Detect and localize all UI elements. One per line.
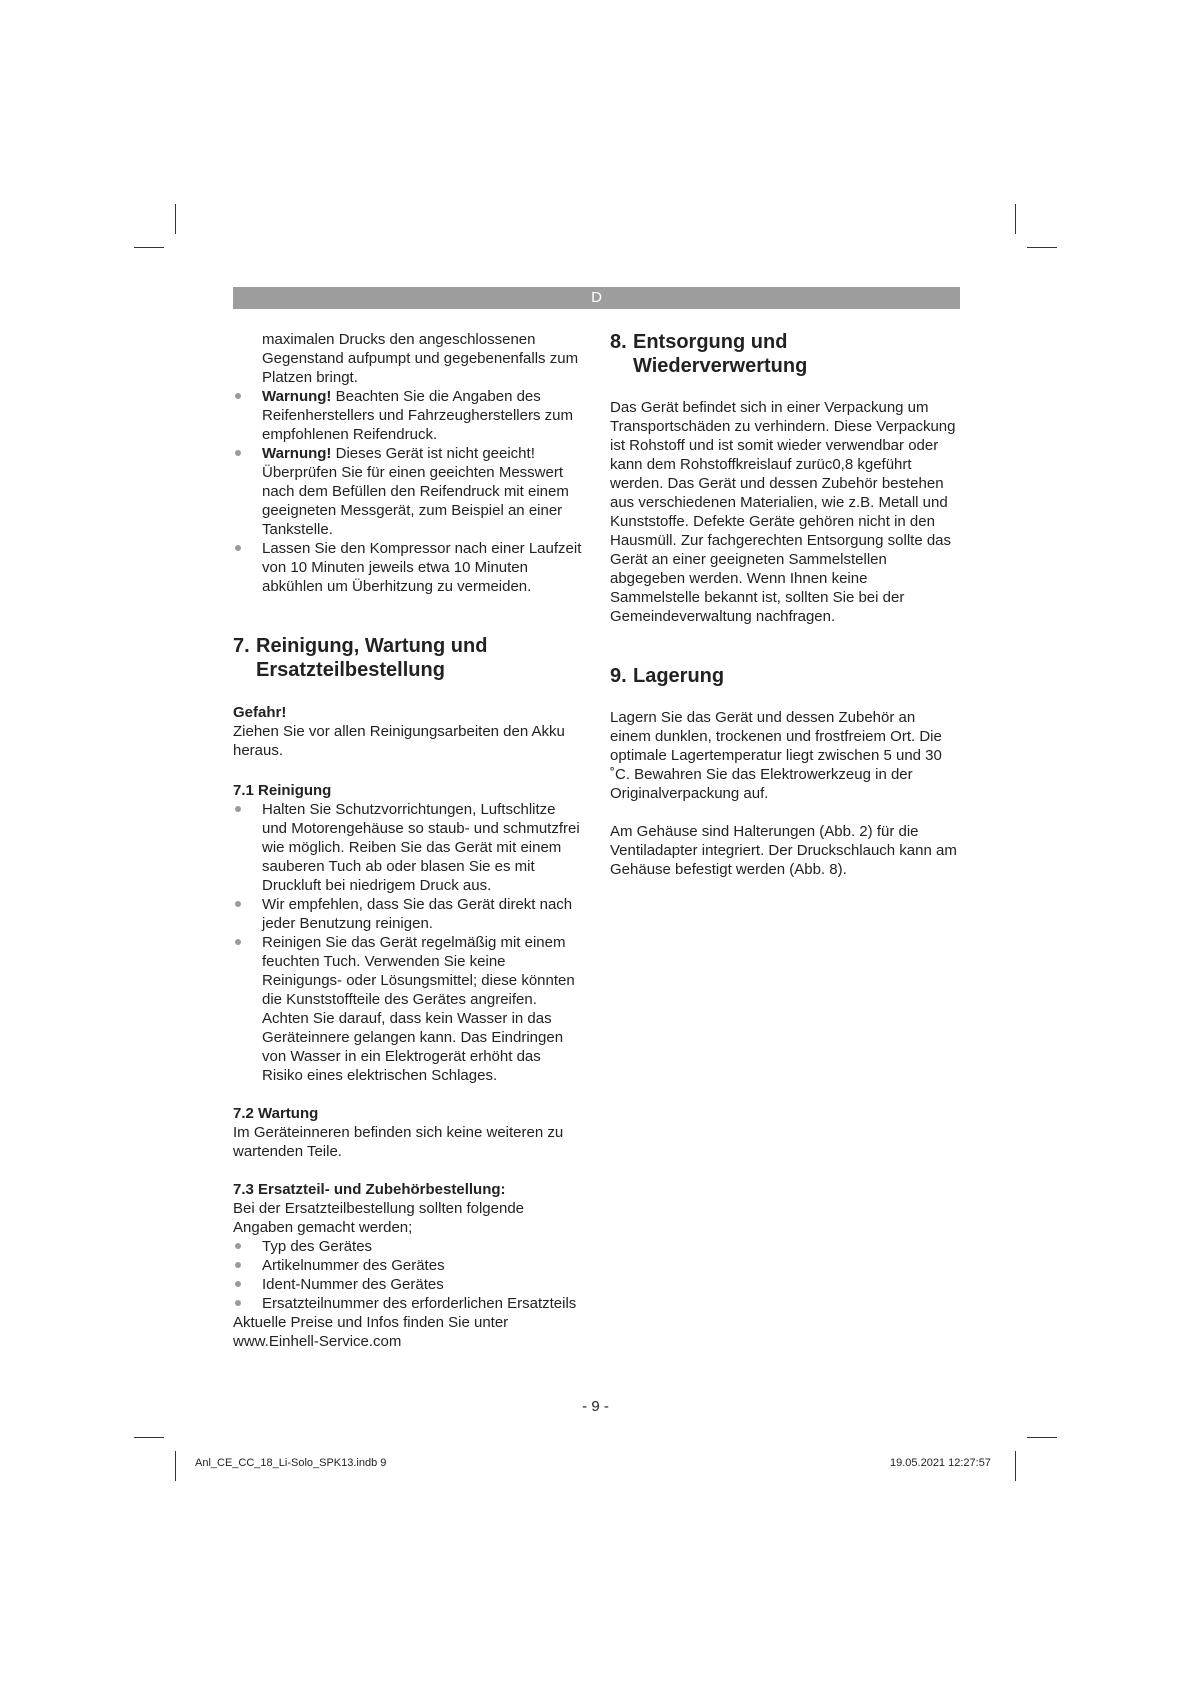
list-item: Ident-Nummer des Gerätes: [233, 1275, 583, 1294]
crop-mark: [1015, 204, 1016, 234]
ordering-bullet-list: [233, 1237, 583, 1313]
warning-label: Warnung!: [262, 388, 332, 405]
list-item: Artikelnummer des Gerätes: [233, 1256, 583, 1275]
section-number: 7.: [233, 635, 250, 657]
danger-text: Ziehen Sie vor allen Reinigungsarbeiten den Akku heraus.: [233, 723, 565, 759]
list-item: Reinigen Sie das Gerät regelmäßig mit einem feuchten Tuch. Verwenden Sie keine Reinigungs- oder Lösungsmittel; diese könnten die Kunststoffteile des Gerätes angreifen. Achten Sie darauf, dass kein Wasser in das Geräteinnere gelangen kann. Das Eindringen von Wasser in ein Elektrogerät erhöht das Risiko eines elektrischen Schlages.: [233, 933, 583, 1085]
list-item: Wir empfehlen, dass Sie das Gerät direkt nach jeder Benutzung reinigen.: [233, 895, 583, 933]
right-column: [610, 330, 960, 879]
subsection-7-3-heading: 7.3 Ersatzteil- und Zubehörbestellung:: [233, 1181, 506, 1198]
section-title-line1: Entsorgung und: [633, 331, 788, 353]
footer-file-name: Anl_CE_CC_18_Li-Solo_SPK13.indb 9: [195, 1457, 387, 1469]
list-item: Typ des Gerätes: [233, 1237, 583, 1256]
section-title-line2: Wiederverwertung: [633, 355, 808, 377]
list-item: Halten Sie Schutzvorrichtungen, Luftschlitze und Motorengehäuse so staub- und schmutzfrei wie möglich. Reiben Sie das Gerät mit einem sauberen Tuch ab oder blasen Sie es mit Druckluft bei niedrigem Druck aus.: [233, 800, 583, 895]
subsection-7-1-heading: 7.1 Reinigung: [233, 782, 332, 799]
ordering-outro: Aktuelle Preise und Infos finden Sie unter www.Einhell-Service.com: [233, 1314, 509, 1350]
crop-mark: [175, 1451, 176, 1481]
section-number: 9.: [610, 665, 627, 687]
page-number: - 9 -: [582, 1398, 609, 1415]
list-item: [233, 444, 583, 539]
crop-mark: [134, 247, 164, 248]
crop-mark: [1015, 1451, 1016, 1481]
storage-holder-text: Am Gehäuse sind Halterungen (Abb. 2) für die Ventiladapter integriert. Der Druckschlauch kann am Gehäuse befestigt werden (Abb. 8).: [610, 823, 957, 878]
section-title-line2: Ersatzteilbestellung: [256, 659, 445, 681]
section-title-line1: Reinigung, Wartung und: [256, 635, 488, 657]
storage-text: Lagern Sie das Gerät und dessen Zubehör an einem dunklen, trockenen und frostfreiem Ort. Die optimale Lagertemperatur liegt zwischen 5 und 30 ˚C. Bewahren Sie das Elektrowerkzeug in der Originalverpackung auf.: [610, 709, 942, 802]
safety-bullet-list: [233, 387, 583, 596]
crop-mark: [175, 204, 176, 234]
footer-datetime: 19.05.2021 12:27:57: [890, 1457, 991, 1469]
warning-label: Warnung!: [262, 445, 332, 462]
left-column: [233, 330, 583, 1351]
list-item-text: Dieses Gerät ist nicht geeicht! Überprüfen Sie für einen geeichten Messwert nach dem Befüllen den Reifendruck mit einem geeigneten Messgerät, zum Beispiel an einer Tankstelle.: [262, 445, 569, 538]
danger-label: Gefahr!: [233, 704, 287, 721]
list-item: Ersatzteilnummer des erforderlichen Ersatzteils: [233, 1294, 583, 1313]
ordering-intro: Bei der Ersatzteilbestellung sollten folgende Angaben gemacht werden;: [233, 1200, 525, 1236]
continued-bullet-text: maximalen Drucks den angeschlossenen Gegenstand aufpumpt und gegebenenfalls zum Platzen bringt.: [262, 331, 579, 386]
section-7-heading: [233, 634, 583, 682]
cleaning-bullet-list: [233, 800, 583, 1085]
disposal-text: Das Gerät befindet sich in einer Verpackung um Transportschäden zu verhindern. Diese Verpackung ist Rohstoff und ist somit wieder verwendbar oder kann dem Rohstoffkreislauf zurüc0,8 kgeführt werden. Das Gerät und dessen Zubehör bestehen aus verschiedenen Materialien, wie z.B. Metall und Kunststoffe. Defekte Geräte gehören nicht in den Hausmüll. Zur fachgerechten Entsorgung sollte das Gerät an einer geeigneten Sammelstellen abgegeben werden. Wenn Ihnen keine Sammelstelle bekannt ist, sollten Sie bei der Gemeindeverwaltung nachfragen.: [610, 399, 956, 625]
section-number: 8.: [610, 331, 627, 353]
list-item-text: Lassen Sie den Kompressor nach einer Laufzeit von 10 Minuten jeweils etwa 10 Minuten abkühlen um Überhitzung zu vermeiden.: [262, 540, 582, 595]
subsection-7-2-heading: 7.2 Wartung: [233, 1105, 319, 1122]
list-item: [233, 387, 583, 444]
list-item: [233, 539, 583, 596]
section-8-heading: [610, 330, 960, 378]
crop-mark: [134, 1437, 164, 1438]
section-title: Lagerung: [633, 665, 725, 687]
crop-mark: [1027, 1437, 1057, 1438]
section-9-heading: [610, 664, 960, 688]
crop-mark: [1027, 247, 1057, 248]
list-item-text: Beachten Sie die Angaben des Reifenherstellers und Fahrzeugherstellers zum empfohlenen Reifendruck.: [262, 388, 573, 443]
language-header-bar: D: [233, 287, 960, 309]
maintenance-text: Im Geräteinneren befinden sich keine weiteren zu wartenden Teile.: [233, 1124, 564, 1160]
